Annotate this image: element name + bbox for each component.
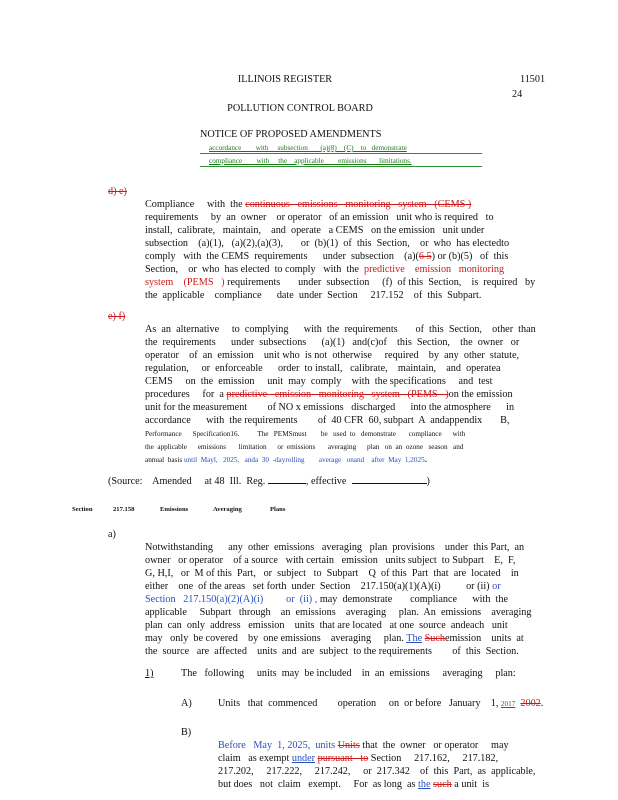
source-line: (Source: Amended at 48 Ill. Reg. , effective ) [108,476,430,487]
amend-line-2: compliance with the applicable emissions limitations. [209,157,412,165]
itemA-text: Units that commenced operation on or before January 1, 2017 2002. [218,698,544,709]
section-label: Section [72,506,93,513]
page-number: 11501 [520,74,546,85]
e-paragraph: As an alternative to complying with the requirements of this Section, other than the requirements under subsections (a)(1) and(c)of this Section, the owner or operator of an emission unit who is not otherwise required by any other statute, regulation, or enforceable order to install, calibrate, maintain, and operatea CEMS on the emission unit may comply with the specifications and test procedures for a predictive emission monitoring system (PEMS )on the emission unit for the measurement of NO x emissions discharged into the atmosphere in accordance with the requirements of 40 CFR 60, subpart A andappendix B, Performance Specification16. The PEMSmust be used to demonstrate compliance with the applicable emissions limitation or emissions averaging plan on an ozone season and annual basis until Mayl, 2025, anda 30 -dayrolling average onand after May 1,2025. [145,324,536,465]
green-rule-2 [200,166,482,167]
board-title: POLLUTION CONTROL BOARD [227,103,373,114]
notice-title: NOTICE OF PROPOSED AMENDMENTS [200,129,382,140]
itemB-paragraph: Before May 1, 2025, units Units that the owner or operator may claim as exempt under pursuant to Section 217.162, 217.182, 217.202, 217.222, 217.242, or 217.342 of this Part, as applicable, but does not claim exempt. For as long as the such a unit is [218,740,536,790]
section-number: 217.158 [113,506,135,513]
e-label: e) f) [108,311,126,322]
a-label: a) [108,529,116,540]
item1-text: The following units may be included in an emissions averaging plan: [181,668,516,679]
itemB-label: B) [181,727,192,738]
issue-number: 24 [512,89,523,100]
a-paragraph: Notwithstanding any other emissions averaging plan provisions under this Part, an owner or operator of a source with certain emission units subject to Subpart E, F, G, H,I, or M of this Part, or subject to Subpart Q of this Part that are located in either one of the areas set forth under Section 217.150(a)(1)(A)(i) or (ii) or Section 217.150(a)(2)(A)(i) or (ii) , may demonstrate compliance with the applicable Subpart through an emissions averaging plan. An emissions averaging plan can only address emission units that are located at one source andeach unit may only be covered by one emissions averaging plan. The Suchemission units at the source are affected units and are subject to the requirements of this Section. [145,542,532,657]
amend-line-1: accordance with subsection (a)(8) (C) to demonstrate [209,144,407,152]
itemA-label: A) [181,698,192,709]
green-rule-1 [200,153,482,154]
item1-label: 1) [145,668,154,679]
section-word-2: Averaging [213,506,242,513]
register-title: ILLINOIS REGISTER [237,74,333,85]
section-word-1: Emissions [160,506,189,513]
d-label: d) e) [108,186,127,197]
section-word-3: Plans [270,506,286,513]
d-paragraph: Compliance with the continuous emissions monitoring system (CEMS ) requirements by an owner or operator of an emission unit who is required to install, calibrate, maintain, and operate a CEMS on the emission unit under subsection (a)(1), (a)(2),(a)(3), or (b)(1) of this Section, or who has electedto comply with the CEMS requirements under subsection (a)(6 5) or (b)(5) of this Section, or who has elected to comply with the predictive emission monitoring system (PEMS ) requirements under subsection (f) of this Section, is required by the applicable compliance date under Section 217.152 of this Subpart. [145,199,536,301]
